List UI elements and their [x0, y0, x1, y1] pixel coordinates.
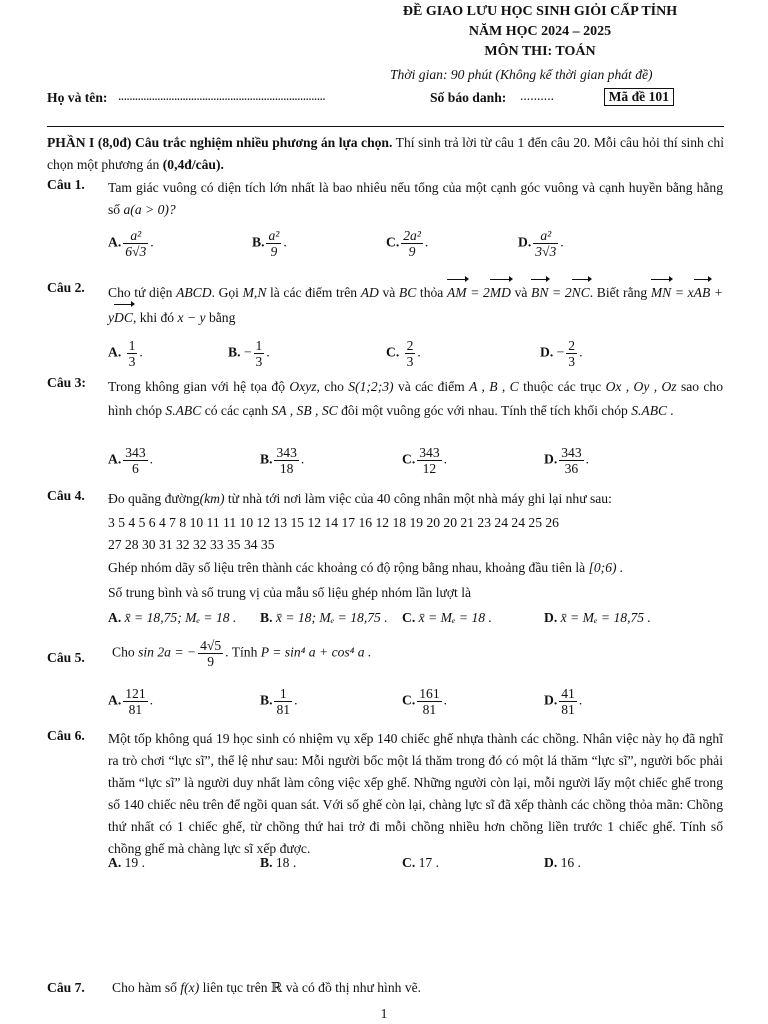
numerator: 1 — [274, 686, 292, 702]
denominator: 81 — [422, 702, 437, 717]
q4-grouping — [108, 560, 623, 576]
q4-option-a[interactable] — [108, 610, 236, 626]
q3-axis-oz: Oz — [661, 379, 677, 394]
page-number: 1 — [380, 1006, 388, 1021]
q5-text — [112, 638, 371, 669]
q2-part: bằng — [208, 310, 236, 325]
q3-axes: Ox , Oy , — [605, 379, 658, 394]
numerator: 343 — [276, 445, 297, 460]
denominator: 6 — [132, 461, 139, 476]
numerator: 2 — [568, 338, 576, 353]
q4-part: Ghép nhóm dãy số liệu trên thành các khoảng có độ rộng bằng nhau, khoảng đầu tiên là — [108, 560, 586, 575]
option-letter: A. — [108, 855, 122, 870]
denominator: 12 — [422, 461, 437, 476]
option-letter: A. — [108, 692, 122, 708]
numerator: a² — [533, 228, 558, 244]
q5-expression: sin 2a = − — [138, 644, 197, 660]
q2-part: . Gọi — [211, 285, 239, 300]
subject: MÔN THI: TOÁN — [484, 44, 596, 59]
q1-option-c[interactable]: C. $\frac{\text{2a²}}{9}$ . — [386, 228, 429, 259]
q2-vector-cond-1: AM = 2MD — [447, 285, 511, 300]
q3-part: và các điểm — [397, 379, 465, 394]
q4-data-row-2: 27 28 30 31 32 32 33 35 34 35 — [108, 537, 275, 552]
q1-label: Câu 1. — [47, 177, 85, 192]
q3-part: có các cạnh — [204, 403, 269, 418]
denominator: 3 — [406, 354, 414, 369]
option-value: 17 . — [418, 855, 440, 870]
q4-option-d[interactable] — [544, 610, 651, 626]
option-letter: D. — [540, 344, 554, 360]
q5-option-a[interactable]: A. $\frac{121}{81}$ . — [108, 686, 154, 717]
q7-part: Cho hàm số — [112, 980, 177, 995]
option-letter: C. — [386, 344, 400, 360]
name-label: Họ và tên: — [47, 90, 108, 105]
q3-points: A , B , C — [469, 379, 519, 394]
name-field[interactable]: .......................................................................... — [118, 88, 326, 103]
q4-part: từ nhà tới nơi làm việc của 40 công nhân một nhà máy ghi lại như sau: — [227, 491, 612, 506]
numerator: 343 — [419, 445, 440, 460]
option-letter: D. — [518, 234, 532, 250]
q2-vector-eq: MN = xAB + yDC — [108, 285, 723, 325]
numerator: 4√5 — [200, 638, 222, 653]
q1-option-a[interactable]: A. $\frac{\text{a²}}{6√3}$ . — [108, 228, 154, 259]
denominator: 3 — [255, 354, 263, 369]
option-letter: C. — [402, 451, 416, 467]
option-letter: C. — [402, 692, 416, 708]
numerator: a² — [268, 228, 280, 243]
q3-part: sao cho hình chóp — [108, 379, 724, 418]
option-letter: A. — [108, 234, 122, 250]
numerator: 343 — [561, 445, 582, 460]
sign: − — [556, 344, 565, 360]
option-value: x̄ = 18; Mₑ = 18,75 . — [275, 610, 388, 625]
q2-vector-cond-2: BN = 2NC — [531, 285, 590, 300]
q5-option-c[interactable]: C. $\frac{161}{81}$ . — [402, 686, 448, 717]
q3-part: , cho — [316, 379, 344, 394]
q1-option-d[interactable]: D. $\frac{\text{a²}}{3√3}$ . — [518, 228, 564, 259]
option-letter: C. — [402, 610, 416, 625]
option-letter: D. — [544, 610, 558, 625]
q3-option-c[interactable]: C. $\frac{343}{12}$ . — [402, 445, 448, 476]
q7-text — [112, 980, 421, 996]
exam-code-box: Mã đề 101 — [604, 88, 674, 106]
denominator: 3 — [568, 354, 576, 369]
denominator: 9 — [207, 654, 214, 669]
q5-part: Cho — [112, 644, 135, 660]
q7-function: f(x) — [180, 980, 200, 995]
q2-label: Câu 2. — [47, 280, 85, 295]
q4-label: Câu 4. — [47, 488, 85, 503]
option-value: 19 . — [124, 855, 146, 870]
denominator: 81 — [276, 702, 291, 717]
q2-edge-ad: AD — [360, 285, 379, 300]
q7-label: Câu 7. — [47, 980, 85, 995]
q6-option-a[interactable] — [108, 855, 145, 871]
q3-option-a[interactable]: A. $\frac{343}{6}$ . — [108, 445, 154, 476]
numerator: 1 — [255, 338, 263, 353]
q3-part: thuộc các trục — [523, 379, 602, 394]
q3-pyramid: S.ABC . — [631, 403, 674, 418]
option-letter: B. — [252, 234, 265, 250]
q4-option-c[interactable] — [402, 610, 492, 626]
numerator: 41 — [561, 686, 575, 701]
denominator: 81 — [561, 702, 575, 717]
option-letter: B. — [228, 344, 241, 360]
q6-option-b[interactable] — [260, 855, 296, 871]
denominator: 3 — [128, 354, 136, 369]
q3-edges: SA , SB , SC — [271, 403, 338, 418]
option-letter: D. — [544, 855, 558, 870]
q6-option-d[interactable] — [544, 855, 581, 871]
header-divider — [47, 126, 724, 127]
denominator: 36 — [564, 461, 579, 476]
q1-stem: Tam giác vuông có diện tích lớn nhất là bao nhiêu nếu tổng của một cạnh góc vuông và cạnh huyền bằng hằng số — [108, 180, 723, 217]
option-letter: B. — [260, 451, 273, 467]
q3-part: Trong không gian với hệ tọa độ — [108, 379, 285, 394]
q5-label: Câu 5. — [47, 650, 85, 665]
q4-option-b[interactable] — [260, 610, 388, 626]
q3-label: Câu 3: — [47, 375, 86, 390]
part1-instructions — [47, 132, 724, 176]
option-letter: C. — [386, 234, 400, 250]
q2-part: . Biết rằng — [589, 285, 648, 300]
sbd-field[interactable]: .......... — [520, 88, 554, 103]
numerator: 2 — [406, 338, 414, 353]
q1-constant: a(a > 0)? — [123, 202, 176, 217]
part1-desc: Thí sinh trả lời từ câu 1 đến câu 20. Mỗi câu hỏi thí sinh chỉ chọn một phương án — [47, 135, 724, 172]
option-value: x̄ = 18,75; Mₑ = 18 . — [124, 610, 237, 625]
q3-pyramid: S.ABC — [165, 403, 202, 418]
option-letter: A. — [108, 344, 122, 360]
time-note: Thời gian: 90 phút (Không kể thời gian phát đề) — [390, 67, 653, 82]
q2-option-d[interactable]: D. − $\frac{2}{3}$ . — [540, 338, 583, 369]
option-value: 16 . — [560, 855, 582, 870]
option-letter: D. — [544, 692, 558, 708]
q6-option-c[interactable] — [402, 855, 439, 871]
denominator: 9 — [270, 244, 278, 259]
numerator: a² — [123, 228, 148, 244]
q2-points: M,N — [242, 285, 267, 300]
sbd-label: Số báo danh: — [430, 90, 507, 105]
q2-part: và — [382, 285, 396, 300]
option-value: x̄ = Mₑ = 18,75 . — [560, 610, 651, 625]
q4-part: Đo quãng đường — [108, 491, 200, 506]
school-year: NĂM HỌC 2024 – 2025 — [468, 24, 612, 39]
q4-intro — [108, 488, 723, 510]
q4-question: Số trung bình và số trung vị của mẫu số liệu ghép nhóm lần lượt là — [108, 585, 472, 600]
q2-part: và — [514, 285, 528, 300]
q7-reals: ℝ — [270, 980, 283, 995]
option-letter: B. — [260, 855, 273, 870]
option-letter: A. — [108, 610, 122, 625]
q4-unit: (km) — [199, 491, 225, 506]
q6-label: Câu 6. — [47, 728, 85, 743]
exam-title: ĐỀ GIAO LƯU HỌC SINH GIỎI CẤP TỈNH — [402, 4, 678, 19]
q2-part: , khi đó — [132, 310, 175, 325]
option-letter: B. — [260, 692, 273, 708]
option-letter: A. — [108, 451, 122, 467]
q7-part: liên tục trên — [202, 980, 268, 995]
option-letter: B. — [260, 610, 273, 625]
option-letter: D. — [544, 451, 558, 467]
q2-expression: x − y — [177, 310, 206, 325]
part1-score: (0,4đ/câu). — [162, 157, 224, 172]
numerator: 2a² — [403, 228, 421, 243]
q6-text: Một tốp không quá 19 học sinh có nhiệm vụ xếp 140 chiếc ghế nhựa thành các chồng. Nhân việc này họ đã nghĩ ra trò chơi “lực sĩ”, thể lệ như sau: Mỗi người bốc một lá thăm trong đó có một lá thăm “lực sĩ”, người bốc phải thăm “lực sĩ” là người duy nhất làm công việc xếp ghế. Những người còn lại, mỗi người lấy một chiếc ghế trong số 140 chiếc nêu trên để ngồi quan sát. Với số ghế còn lại, chàng lực sĩ đã xếp thành các chồng thỏa mãn: Chồng thứ nhất có 1 chiếc ghế, từ chồng thứ hai trở đi mỗi chồng nhiều hơn chồng liền trước 1 chiếc ghế. Tính số chồng ghế mà chàng lực sĩ xếp được. — [108, 731, 723, 856]
option-letter: C. — [402, 855, 416, 870]
denominator: 18 — [279, 461, 294, 476]
q5-target: P = sin⁴ a + cos⁴ a . — [260, 644, 372, 660]
q3-part: đôi một vuông góc với nhau. Tính thể tích khối chóp — [341, 403, 628, 418]
q2-text — [108, 280, 723, 330]
q4-data-row-1: 3 5 4 5 6 4 7 8 10 11 11 10 12 13 15 12 14 17 16 12 18 19 20 20 21 23 24 24 25 26 — [108, 515, 559, 530]
q2-option-a[interactable]: A. $\frac{1}{3}$ . — [108, 338, 143, 369]
q2-edge-bc: BC — [398, 285, 417, 300]
denominator: 3√3 — [535, 244, 557, 259]
sign: − — [243, 344, 252, 360]
q2-part: là các điểm trên — [270, 285, 358, 300]
q2-part: Cho tứ diện — [108, 285, 173, 300]
option-value: x̄ = Mₑ = 18 . — [418, 610, 492, 625]
q5-option-b[interactable]: B. $\frac{1}{81}$ . — [260, 686, 298, 717]
q7-part: và có đồ thị như hình vẽ. — [285, 980, 422, 995]
q1-text — [108, 177, 723, 221]
q4-interval: [0;6) . — [588, 560, 624, 575]
numerator: 1 — [128, 338, 136, 353]
q2-part: thỏa — [419, 285, 444, 300]
q5-part: . Tính — [225, 644, 258, 660]
q3-system: Oxyz — [289, 379, 317, 394]
part1-title: PHẦN I (8,0đ) Câu trắc nghiệm nhiều phương án lựa chọn. — [47, 135, 393, 150]
q3-point-s: S(1;2;3) — [348, 379, 394, 394]
q3-option-b[interactable]: B. $\frac{343}{18}$ . — [260, 445, 305, 476]
numerator: 161 — [419, 686, 440, 701]
q3-text — [108, 375, 723, 423]
denominator: 9 — [408, 244, 416, 259]
q1-option-b[interactable]: B. $\frac{\text{a²}}{9}$ . — [252, 228, 287, 259]
q2-tetra: ABCD — [176, 285, 212, 300]
denominator: 6√3 — [125, 244, 147, 259]
numerator: 121 — [125, 686, 146, 701]
q3-option-d[interactable]: D. $\frac{343}{36}$ . — [544, 445, 590, 476]
q5-option-d[interactable]: D. $\frac{41}{81}$ . — [544, 686, 583, 717]
denominator: 81 — [128, 702, 143, 717]
q2-option-c[interactable]: C. $\frac{2}{3}$ . — [386, 338, 421, 369]
option-value: 18 . — [275, 855, 297, 870]
q2-option-b[interactable]: B. − $\frac{1}{3}$ . — [228, 338, 270, 369]
numerator: 343 — [125, 445, 146, 460]
